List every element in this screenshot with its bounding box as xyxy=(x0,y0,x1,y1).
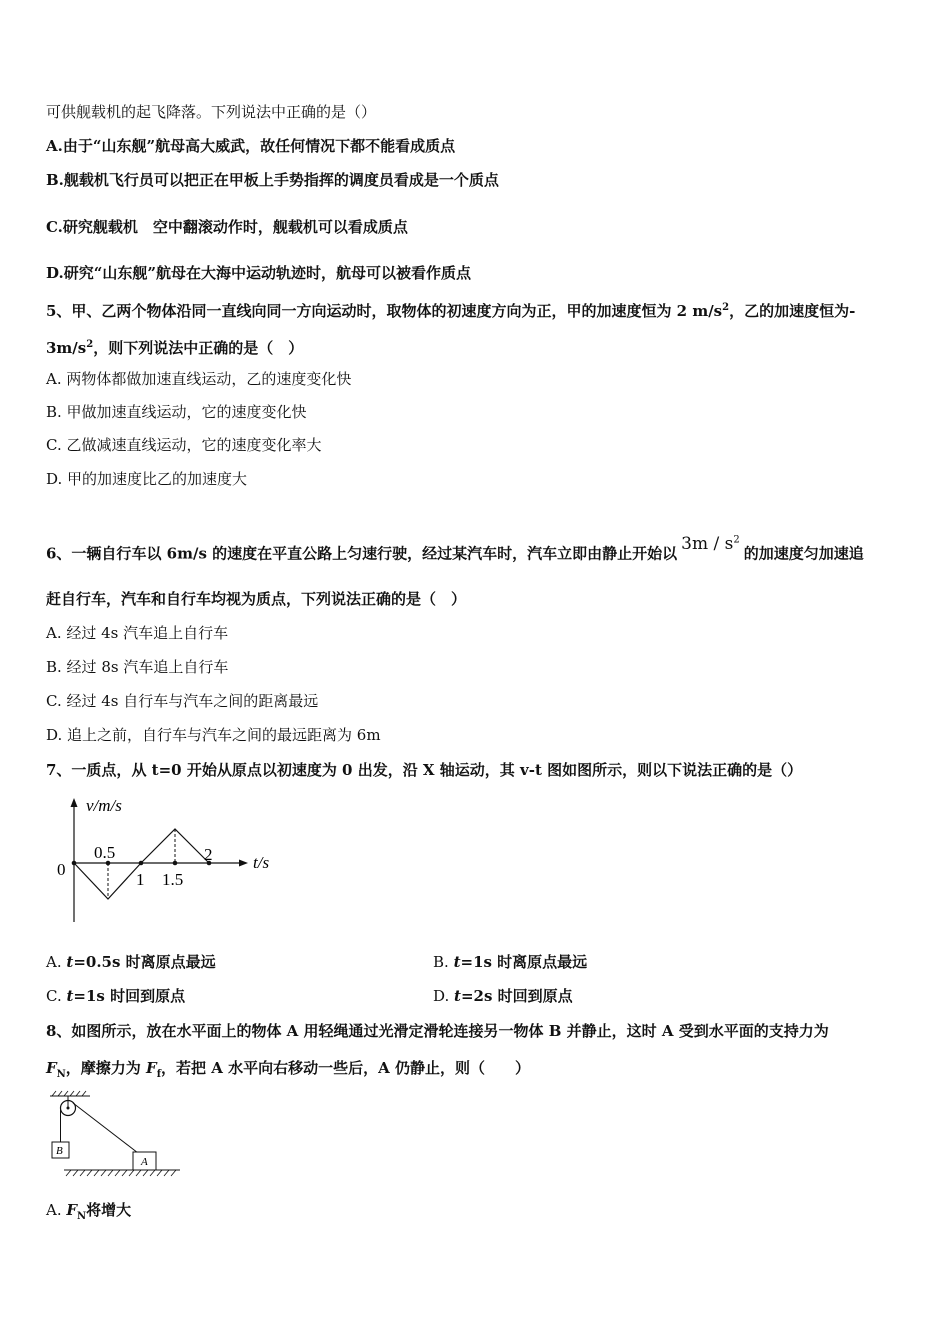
y-axis-label: v/m/s xyxy=(86,796,122,815)
q5-option-c: C. 乙做减速直线运动，它的速度变化率大 xyxy=(46,436,322,454)
x-axis-arrow xyxy=(239,860,248,867)
pulley-axle xyxy=(67,1107,70,1110)
tick-label-1.5: 1.5 xyxy=(162,870,184,889)
q6-acceleration-formula: $3m / s^2$ xyxy=(681,533,740,554)
q4-option-c: C.研究舰载机 空中翻滚动作时，舰载机可以看成质点 xyxy=(46,218,408,236)
tick-label-0.5: 0.5 xyxy=(94,843,116,862)
q8-pulley-figure xyxy=(44,1090,184,1182)
ceiling-hatch xyxy=(52,1091,86,1096)
point-1 xyxy=(139,861,144,866)
q4-option-b: B.舰载机飞行员可以把正在甲板上手势指挥的调度员看成是一个质点 xyxy=(46,171,499,189)
q6-option-a: A. 经过 4s 汽车追上自行车 xyxy=(46,624,229,642)
block-b-label: B xyxy=(56,1145,63,1157)
q7-option-c: C. t=1s 时回到原点 xyxy=(46,987,186,1005)
q6-option-c: C. 经过 4s 自行车与汽车之间的距离最远 xyxy=(46,692,319,710)
q4-stem: 可供舰载机的起飞降落。下列说法中正确的是（） xyxy=(46,103,377,121)
q7-vt-graph xyxy=(52,792,282,927)
tick-label-2: 2 xyxy=(204,845,213,864)
tick-label-1: 1 xyxy=(136,870,145,889)
q7-stem: 7、一质点，从 t=0 开始从原点以初速度为 0 出发，沿 X 轴运动，其 v-t 图如图所示，则以下说法正确的是（） xyxy=(46,761,803,779)
q4-option-a: A.由于“山东舰”航母高大威武，故任何情况下都不能看成质点 xyxy=(46,137,456,155)
rope-to-a xyxy=(73,1103,138,1153)
q5-option-b: B. 甲做加速直线运动，它的速度变化快 xyxy=(46,403,307,421)
block-a-label: A xyxy=(141,1156,148,1168)
q8-stem-line2: $F_N$，摩擦力为 $F_f$，若把 A 水平向右移动一些后，A 仍静止，则（ ） xyxy=(46,1059,530,1080)
q6-stem-line1: 6、一辆自行车以 6m/s 的速度在平直公路上匀速行驶，经过某汽车时，汽车立即由静止开始以 $3m / s^2$的加速度匀加速追 xyxy=(46,533,864,563)
x-axis-label: t/s xyxy=(253,853,270,872)
ground-hatch xyxy=(66,1170,176,1176)
q8-option-a: A. $F_N$将增大 xyxy=(46,1201,132,1222)
q6-option-b: B. 经过 8s 汽车追上自行车 xyxy=(46,658,229,676)
q5-stem-line1: 5、甲、乙两个物体沿同一直线向同一方向运动时，取物体的初速度方向为正，甲的加速度恒为 2 $m/s^2$，乙的加速度恒为- xyxy=(46,302,856,320)
q5-option-a: A. 两物体都做加速直线运动，乙的速度变化快 xyxy=(46,370,352,388)
q7-option-a: A. t=0.5s 时离原点最远 xyxy=(46,953,216,971)
point-1.5 xyxy=(173,861,178,866)
point-0 xyxy=(72,861,77,866)
y-axis-arrow xyxy=(71,798,78,807)
q5-stem-line2: $3m/s^2$，则下列说法中正确的是（ ） xyxy=(46,339,304,357)
q5-option-d: D. 甲的加速度比乙的加速度大 xyxy=(46,470,248,488)
q7-option-d: D. t=2s 时回到原点 xyxy=(433,987,573,1005)
q8-stem-line1: 8、如图所示，放在水平面上的物体 A 用轻绳通过光滑定滑轮连接另一物体 B 并静止，这时 A 受到水平面的支持力为 xyxy=(46,1022,829,1040)
q6-option-d: D. 追上之前，自行车与汽车之间的最远距离为 6m xyxy=(46,726,381,744)
q6-stem-line2: 赶自行车，汽车和自行车均视为质点，下列说法正确的是（ ） xyxy=(46,590,467,608)
q4-option-d: D.研究“山东舰”航母在大海中运动轨迹时，航母可以被看作质点 xyxy=(46,264,471,282)
q7-option-b: B. t=1s 时离原点最远 xyxy=(433,953,588,971)
origin-label: 0 xyxy=(57,860,66,879)
